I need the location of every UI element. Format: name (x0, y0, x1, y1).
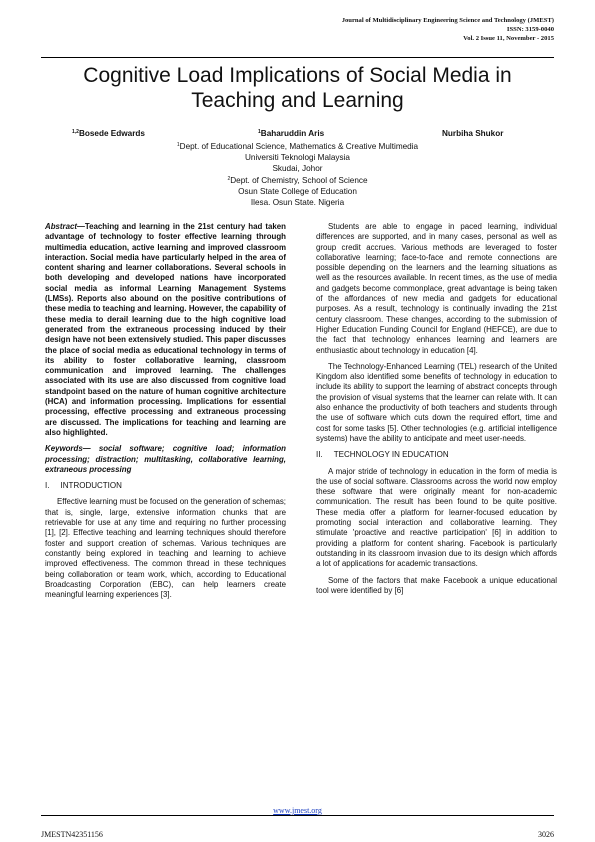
author-2-name: Baharuddin Aris (260, 129, 325, 138)
section-2-heading: II. TECHNOLOGY IN EDUCATION (316, 450, 449, 460)
author-3 (442, 129, 503, 138)
author-2-sup: 1 (258, 129, 261, 135)
affiliation-1-line1 (41, 140, 554, 152)
affiliation-1-sup: 1 (176, 142, 180, 148)
footer-url-link[interactable]: www.jmest.org (273, 806, 322, 815)
author-list (70, 129, 535, 140)
section-2-paragraph-2: Some of the factors that make Facebook a unique educational tool were identified by [6] (316, 575, 557, 595)
affiliation-1-line3: Skudai, Johor (272, 164, 323, 173)
right-paragraph-2: The Technology-Enhanced Learning (TEL) research of the United Kingdom also identified some benefits of technology in education to include its ability to support the learning of abstract concepts through the provision of visual systems that the learner can relate with. It can also enhance the productivity of both teachers and students through the use of software which cuts down the required effort, time and cost for some tasks [5]. Other technologies (e.g. artificial intelligence systems) have the ability to anticipate and meet user-needs. (316, 361, 557, 443)
section-2-paragraph-1: A major stride of technology in education in the form of media is the use of social software. Classrooms across the world now employ these software that were originally meant for non-academic communication. The result has been found to be quite positive. These media offer a platform for learner-focused education by promoting social interaction and collaborative learning. They stimulate 'proactive and reactive participation' [6] in addition to providing a platform for content sharing. Facebook is particularly outstanding in its classroom invasion due to its design which affords a lot of applications for academic transactions. (316, 466, 557, 569)
keywords-text: social software; cognitive load; information processing; distraction; multitasking, collaborative learning, extraneous processing (45, 444, 286, 474)
affiliations (41, 140, 554, 208)
footer-paper-id: JMESTN42351156 (41, 830, 103, 839)
right-paragraph-1: Students are able to engage in paced learning, individual differences are supported, and in many cases, personal as well as group credit accrues. Various methods are leveraged to foster collaborative learning; face-to-face and remote connections are possible depending on the learners and the learning situations as well as the resources available. In recent times, as the use of media and gadgets become commonplace, great advantage is being taken of the affordances of new media and gadgets for educational purposes. As a result, technology is continually invading the 21st century classroom. These changes, according to the submission of Higher Education Funding Council for England (HEFCE), are due to the fact that technology enhances learning and learners are enthusiastic about technology in education [4]. (316, 222, 557, 355)
section-1-heading: I. INTRODUCTION (45, 481, 122, 491)
keywords (45, 444, 286, 475)
keywords-label: Keywords— (45, 444, 91, 454)
affiliation-2-dept: Dept. of Chemistry, School of Science (230, 176, 368, 185)
affiliation-1-line2: Universiti Teknologi Malaysia (245, 153, 350, 162)
right-column (316, 222, 557, 602)
author-3-name: Nurbiha Shukor (442, 129, 504, 138)
author-2 (258, 129, 324, 138)
abstract-label: Abstract (45, 222, 78, 231)
left-column (45, 222, 286, 606)
paper-title: Cognitive Load Implications of Social Media in Teaching and Learning (83, 64, 512, 112)
footer-page-number: 3026 (538, 830, 554, 839)
abstract-text: —Teaching and learning in the 21st century had taken advantage of technology to foster effective learning through multimedia education, active learning and improved classroom interaction. Social media have particularly helped in the area of content sharing and learner collaborations. Several schools in both developing and developed nations have incorporated social media as informal Learning Management Systems (LMSs). Reports also abound on the positive contributions of these media to teaching and learning. However, the capability of these media to derail learning due to the high cognitive load generated from the extraneous processing induced by their design have not been extensively studied. This paper discusses the place of social media as educational technology in terms of its ability to foster collaborative learning, classroom communication and improved learning. The challenges associated with its use are also discussed from cognitive load standpoint based on the nature of human cognitive architecture (HCA) and information processing. Implications for essential processing, effective processing and extraneous processing are discussed. The implications for teaching and learning are also highlighted. (45, 222, 286, 437)
affiliation-2-line2: Osun State College of Education (238, 187, 357, 196)
author-1 (72, 129, 145, 138)
affiliation-1-dept: Dept. of Educational Science, Mathematics & Creative Multimedia (179, 142, 419, 151)
affiliation-2-sup: 2 (227, 176, 231, 182)
journal-issn: ISSN: 3159-0040 (506, 26, 554, 33)
author-1-name: Bosede Edwards (78, 129, 145, 138)
journal-header (194, 16, 554, 43)
abstract (45, 222, 286, 438)
journal-name: Journal of Multidisciplinary Engineering Science and Technology (JMEST) (341, 17, 554, 24)
author-1-sup: 1,2 (72, 129, 79, 135)
journal-volume: Vol. 2 Issue 11, November - 2015 (463, 35, 554, 42)
affiliation-2-line1 (41, 174, 554, 186)
footer-rule (41, 815, 554, 816)
section-1-paragraph-1: Effective learning must be focused on the generation of schemas; that is, single, large, extensive information chunks that are retrievable for use at any time and requiring no further processing [1], [2]. Effective teaching and learning techniques should therefore foster and support creation of schemas. Various techniques are constantly being explored in teaching and learning to achieve improved effectiveness. The common thread in these techniques being collaboration or team work, which, according to Educational Broadcasting Corporation (EBC), can help learners create meaningful learning experiences [3]. (45, 497, 286, 600)
affiliation-2-line3: Ilesa. Osun State. Nigeria (250, 198, 345, 207)
header-rule (41, 57, 554, 58)
